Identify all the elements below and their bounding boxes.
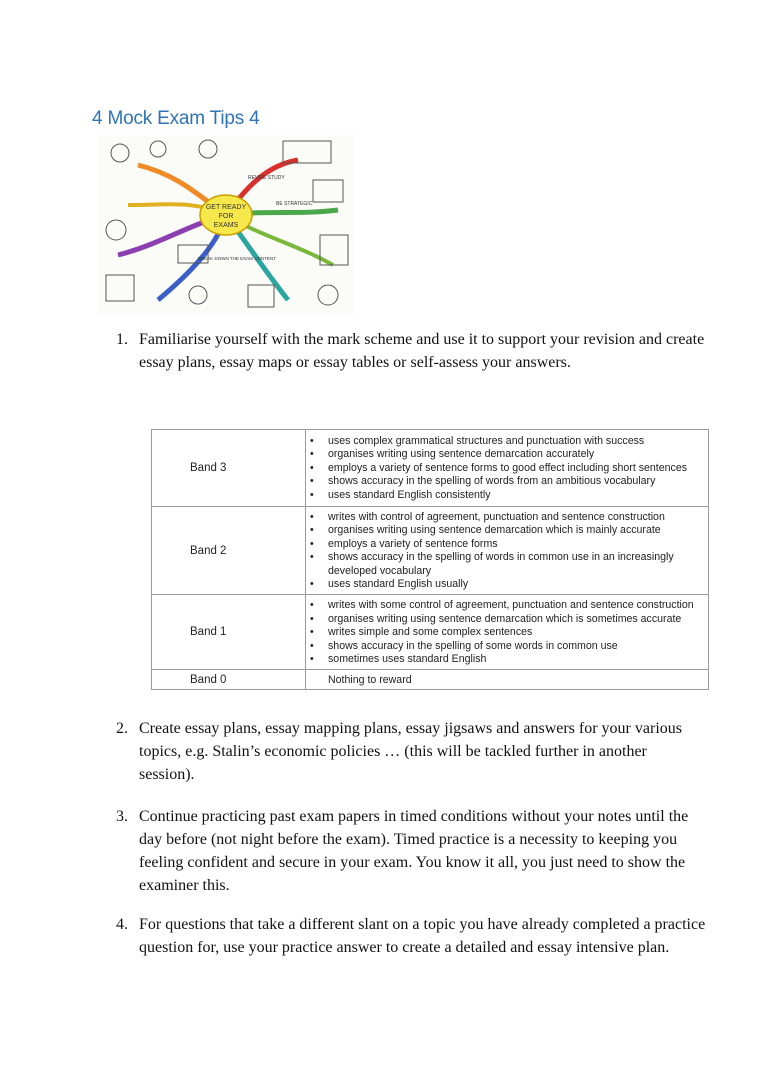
criterion: • shows accuracy in the spelling of words from an ambitious vocabulary <box>328 475 702 488</box>
table-row <box>152 430 709 507</box>
page-title: 4 Mock Exam Tips 4 <box>92 108 260 129</box>
band-label: Band 3 <box>152 430 306 507</box>
tip-3-text: Continue practicing past exam papers in timed conditions without your notes until the day before (not night before the exam). Timed practice is a necessity to keeping you feeling confident and secure in your exam. You know it all, you just need to show the examiner this. <box>139 808 689 894</box>
mind-map-image <box>98 135 354 315</box>
band-criteria <box>306 430 709 507</box>
mind-map-branch-label-2: BREAK DOWN THE EXAM CONTENT <box>198 256 276 261</box>
criterion: • writes simple and some complex sentences <box>328 626 702 639</box>
mind-map-center-label-3: EXAMS <box>213 222 239 229</box>
band-criteria <box>306 507 709 595</box>
criterion: • uses standard English consistently <box>328 489 702 502</box>
tip-3 <box>116 805 706 897</box>
criterion: • organises writing using sentence demarcation which is sometimes accurate <box>328 613 702 626</box>
criterion: • organises writing using sentence demarcation accurately <box>328 448 702 461</box>
criterion: • shows accuracy in the spelling of words in common use in an increasingly developed vocabulary <box>328 551 702 578</box>
band-label: Band 0 <box>152 670 306 690</box>
tip-4 <box>116 913 706 959</box>
table-row <box>152 670 709 690</box>
tip-1-text: Familiarise yourself with the mark scheme and use it to support your revision and create essay plans, essay maps or essay tables or self-assess your answers. <box>139 331 705 371</box>
mind-map-graphic <box>98 135 354 315</box>
criterion: • sometimes uses standard English <box>328 653 702 666</box>
criterion: • shows accuracy in the spelling of some words in common use <box>328 640 702 653</box>
criterion: • employs a variety of sentence forms <box>328 538 702 551</box>
mind-map-center-label-1: GET READY <box>205 204 247 211</box>
mind-map-branch-label-1: BE STRATEGIC <box>276 201 313 207</box>
criterion: • writes with some control of agreement, punctuation and sentence construction <box>328 599 702 612</box>
band-label: Band 2 <box>152 507 306 595</box>
tip-2-text: Create essay plans, essay mapping plans, essay jigsaws and answers for your various topics, e.g. Stalin’s economic policies … (this will be tackled further in another session). <box>139 720 682 783</box>
tip-4-text: For questions that take a different slant on a topic you have already completed a practice question for, use your practice answer to create a detailed and essay intensive plan. <box>139 916 706 956</box>
tip-2 <box>116 717 706 786</box>
band-criteria-table <box>151 429 709 690</box>
criterion: • employs a variety of sentence forms to good effect including short sentences <box>328 462 702 475</box>
tip-1-number: 1. <box>116 331 128 348</box>
criterion: • writes with control of agreement, punctuation and sentence construction <box>328 511 702 524</box>
mind-map-center-label-2: FOR <box>218 213 234 220</box>
tip-4-number: 4. <box>116 916 128 933</box>
tip-2-number: 2. <box>116 720 128 737</box>
table-row <box>152 595 709 670</box>
table-row <box>152 507 709 595</box>
band-label: Band 1 <box>152 595 306 670</box>
criterion: • organises writing using sentence demarcation which is mainly accurate <box>328 524 702 537</box>
criterion: • uses complex grammatical structures and punctuation with success <box>328 435 702 448</box>
tip-1 <box>116 328 706 374</box>
mind-map-branch-label-3: REVISE STUDY <box>248 175 285 181</box>
band-criteria: Nothing to reward <box>306 670 709 690</box>
criterion: • uses standard English usually <box>328 578 702 591</box>
band-criteria <box>306 595 709 670</box>
tip-3-number: 3. <box>116 808 128 825</box>
